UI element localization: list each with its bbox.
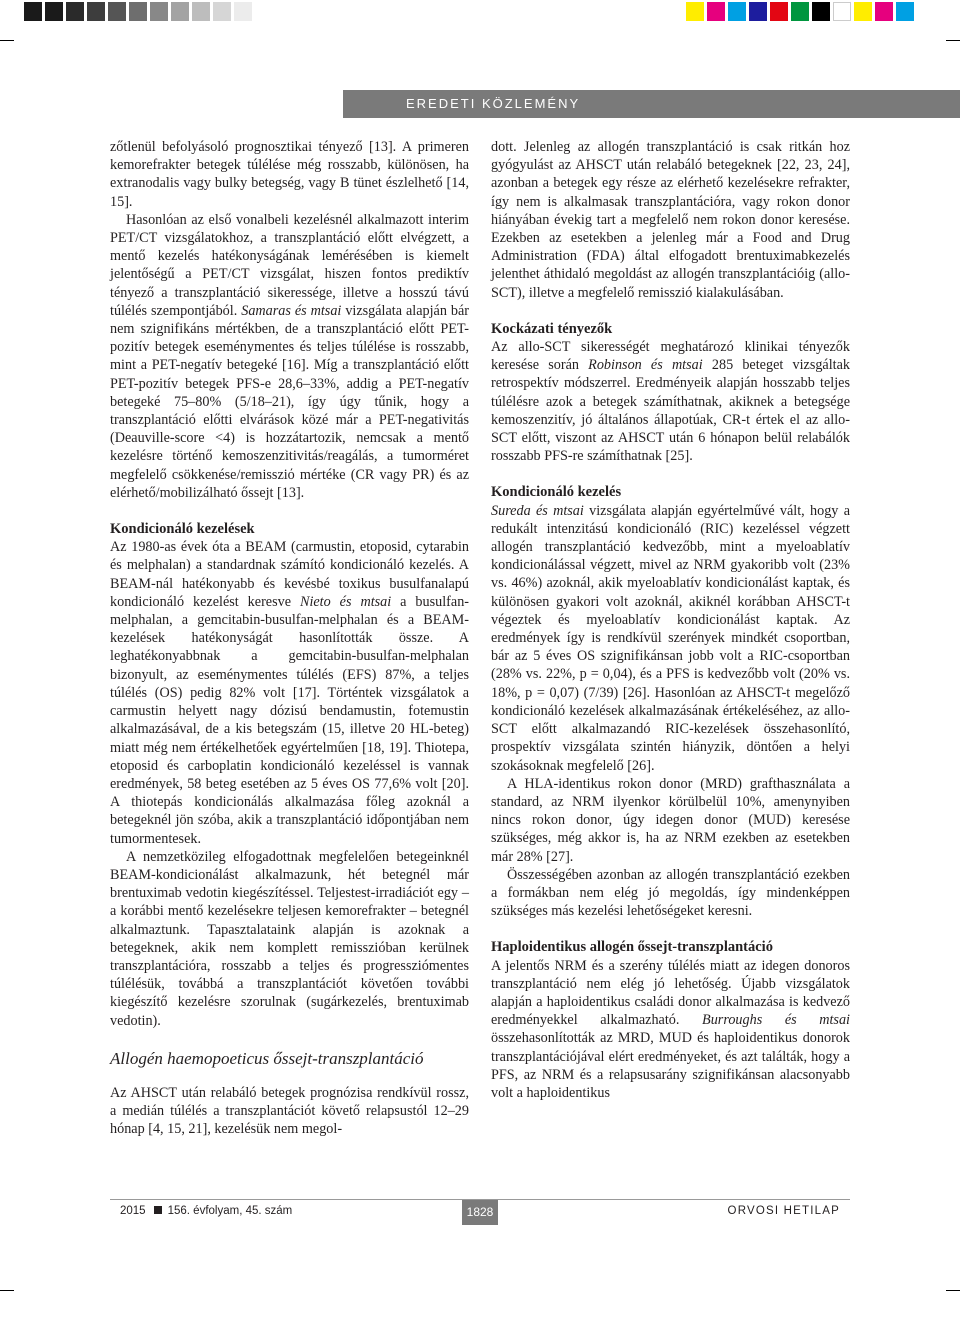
crop-mark [946, 1290, 960, 1291]
paragraph: zőtlenül befolyásoló prognosztikai tényező [13]. A primeren kemorefrakter betegek túlélése még rosszabb, különösen, ha extranodalis vagy bulky betegség, vagy B tünet észlelhető [14, 15]. [110, 139, 469, 210]
author-ref: Robinson és mtsai [588, 357, 703, 374]
section-heading: Kondicionáló kezelés [491, 484, 622, 501]
square-icon [154, 1206, 162, 1214]
section-heading: Kockázati tényezők [491, 320, 613, 337]
journal-name: ORVOSI HETILAP [727, 1205, 840, 1217]
paragraph: A jelentős NRM és a szerény túlélés miatt az idegen donoros transzplantáció nem elég jó lehetőség. Újabb vizsgálatok alapján a haploidentikus családi donor alkalmazása is kedvező eredményekkel alkalmazható. Burroughs és mtsai összehasonlították az MRD, MUD és haploidentikus donorok transzplantációjával elért eredményeket, és azt találták, hogy a PFS, az NRM és a relapsusarány szignifikánsan alacsonyabb volt a haploidentikus [491, 957, 850, 1101]
paragraph: Hasonlóan az első vonalbeli kezelésnél alkalmazott interim PET/CT vizsgálatokhoz, a transzplantáció előtt elvégzett, a mentő kezelés hatékonyságának lemérésében is kiemelt jelentőségű a PET/CT vizsgálat, hiszen fontos prediktív tényező a transzplantáció sikeressége, illetve a hosszú távú túlélés szempontjából. Samaras és mtsai vizsgálata alapján bár nem szignifikáns mértékben, de a transzplantáció előtt PET-pozitív betegek eseménymentes és teljes túlélése is rosszabb, mint a PET-negatív betegeké [16]. Míg a transzplantáció előtt PET-pozitív betegek PFS-e 28,6–33%, addig a PET-negatív betegeké 75–80% (5/18–21), így úgy tűnik, hogy a transzplantáció előtti elvárások közé már a PET-negativitás (Deauville-score <4) is hozzátartozik, nemcsak a mentő kezelésre történő kemoszenzitivitás/reagálás, a tumorméret megfelelő csökkenése/remissziό mértéke (CR vagy PR) és az elérhető/mobilizálható őssejt [13]. [110, 211, 470, 501]
section-heading: Haploidentikus allogén őssejt-transzplantáció [491, 939, 773, 956]
paragraph: Az AHSCT után relabáló betegek prognózisa rendkívül rossz, a medián túlélés a transzplantációt követő relapsustól 12–29 hónap [4, 15, 21], kezelésük nem megol- [110, 1084, 469, 1138]
section-header [343, 90, 960, 118]
crop-mark [0, 1290, 14, 1291]
paragraph: Az allo-SCT sikerességét meghatározó klinikai tényezők keresése során Robinson és mtsai 285 beteget vizsgáltak retrospektív módszerrel. Eredményeik alapján hosszabb teljes túlélésre azok a betegek számíthatnak, akiknek a betegsége kemoszenzitív, jó általános állapotúak, CR-t értek el az allo-SCT előtt, viszont az AHSCT után 6 hónapon belül relabálók rosszabb PFS-re számíthatnak [25]. [491, 339, 851, 465]
paragraph: Összességében azonban az allogén transzplantáció ezekben a formákban nem elég jó megoldás, így mindenképpen szükséges más kezelési lehetőségeket keresni. [491, 866, 850, 920]
author-ref: Nieto és mtsai [299, 593, 392, 610]
crop-mark [0, 40, 14, 41]
author-ref: Samaras és mtsai [241, 302, 342, 319]
paragraph: Sureda és mtsai vizsgálata alapján egyértelművé vált, hogy a redukált intenzitású kondicionáló (RIC) kezeléssel végzett allogén transzplantáció kedvezőbb, mint a myeloablatív kondicionálással végzett, mivel az NRM gyakoribb volt (23% vs. 46%) azoknál, akik myeloablatív kondicionálást kaptak, és különösen gyakori volt azoknál, akiknél korábban AHSCT-t végeztek és myeloablatív kondicionálást kaptak. Az eredmények így is rendkívül szerények mindkét csoportban, bár az 5 éves OS szignifikánsan jobb volt a RIC-csoportban (28% vs. 22%, p = 0,04), és a PFS is kedvezőbb volt (20% vs. 18%, p = 0,07) (7/39) [26]. Hasonlóan az AHSCT-t megelőző kondicionáló kezelések alkalmazásának értékeléséhez, az allo-SCT előtt alkalmazandó RIC-kezelések összehasonlító, prospektív vizsgálata szintén hiányzik, döntően a helyi szokásoknak megfelelő [26]. [491, 502, 850, 774]
section-heading: Kondicionáló kezelések [110, 521, 255, 538]
author-ref: Burroughs és mtsai [702, 1012, 850, 1029]
page-number: 1828 [462, 1200, 498, 1225]
paragraph: dott. Jelenleg az allogén transzplantáció is csak ritkán hoz gyógyulást az AHSCT után relabáló betegeknek [22, 23, 24], azonban a betegek egy része az elérhető kezelésekre refrakter, így nem is alkalmasak transzplantációra, vagy rokon donor hiányában évekig tart a megfelelő nem rokon donor keresése. Ezekben az esetekben a jelenleg már a Food and Drug Administration (FDA) által elfogadott brentuximabkezelés jelenthet áthidaló megoldást az allogén transzplantációig (allo-SCT), illetve a megfelelő remisszió kialakulásában. [491, 139, 850, 301]
grayscale-bar [24, 2, 255, 21]
paragraph: A nemzetközileg elfogadottnak megfelelően betegeinknél BEAM-kondicionálást alkalmazunk, hét betegnél már brentuximab vedotin kiegészítéssel. Teljestest-irradiációt egy – a korábbi mentő kezelésekre teljesen kemorefrakter – betegnél alkalmaztunk. Tapasztalataink alapján is azoknak a betegeknek, akik nem komplett remisszióban kerülnek transzplantációra, rosszabb a teljes és progressziómentes túlélésük, továbbá a transzplantációt követően további kiegészítő kezelésre szorulnak (sugárkezelés, brentuximab vedotin). [110, 848, 469, 1029]
paragraph: Az 1980-as évek óta a BEAM (carmustin, etoposid, cytarabin és melphalan) a standardnak számító kondicionáló kezelés. A BEAM-nál hatékonyabb és kevésbé toxikus busulfanalapú kondicionáló kezelést keresve Nieto és mtsai a busulfan-melphalan, a gemcitabin-busulfan-melphalan és a BEAM-kezelések hatékonyságát hasonlították össze. A leghatékonyabbnak a gemcitabin-busulfan-melphalan bizonyult, az eseménymentes túlélés (EFS) 87%, a teljes túlélés (OS) pedig 82% volt [17]. Történtek vizsgálatok a carmustin helyett nagy dózisú bendamustin, fotemustin alkalmazásával, de a kis betegszám (15, illetve 20 HL-beteg) miatt még nem értékelhetőek egyértelműen [18, 19]. Thiotepa, etoposid és carboplatin kondicionáló kezeléssel is vannak eredmények, 58 beteg esetében az 5 éves OS 77,6% volt [20]. A thiotepás kondicionálás alkalmazása főleg azoknál a betegeknél jön szóba, akik a transzplantáció időpontjában nem tumormentesek. [110, 539, 470, 847]
section-title: EREDETI KÖZLEMÉNY [406, 96, 581, 111]
footer-year: 2015 [120, 1205, 146, 1217]
color-bar [686, 2, 917, 21]
paragraph: A HLA-identikus rokon donor (MRD) grafthasználata a standard, az NRM ilyenkor körülbelül 10%, amenynyiben nincs rokon donor, úgy idegen donor (MUD) keresése szükséges, még akkor is, ha az NRM ezekben az esetekben már 28% [27]. [491, 775, 850, 865]
footer-volume: 156. évfolyam, 45. szám [167, 1205, 293, 1217]
left-column [110, 138, 469, 1138]
author-ref: Sureda és mtsai [491, 502, 584, 519]
footer-issue [120, 1205, 292, 1217]
right-column [491, 138, 850, 1102]
crop-mark [946, 40, 960, 41]
chapter-heading: Allogén haemopoeticus őssejt-transzplantáció [110, 1048, 424, 1068]
